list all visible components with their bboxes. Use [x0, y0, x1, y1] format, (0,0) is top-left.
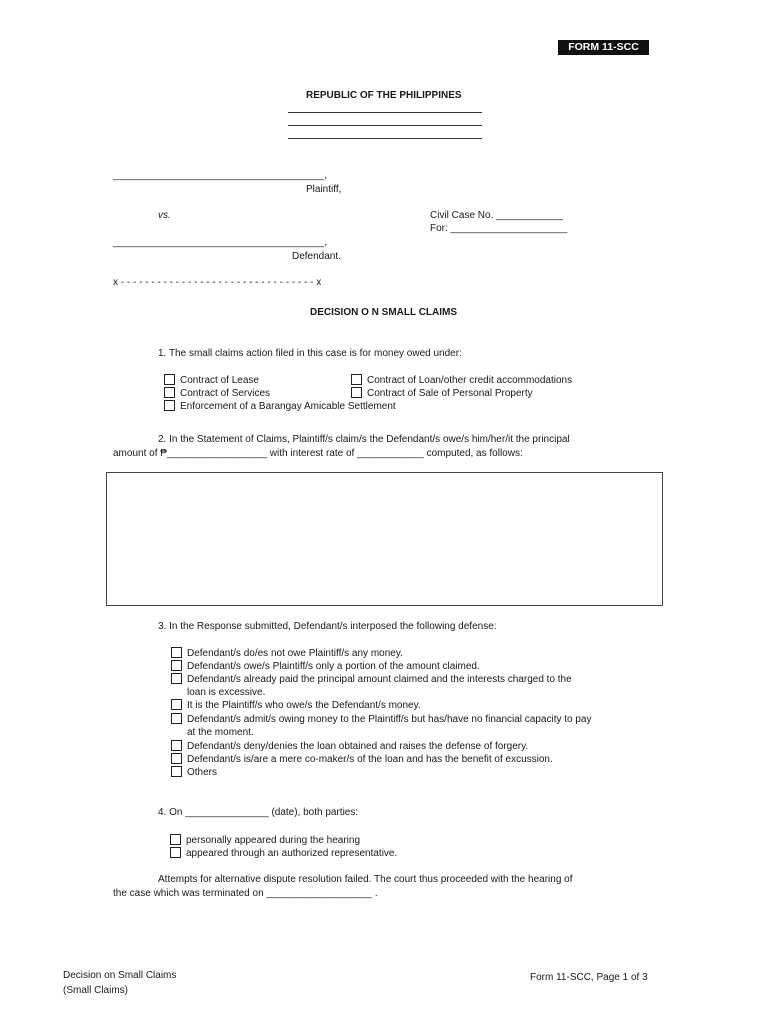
- court-line-1[interactable]: [288, 112, 482, 113]
- computation-text-box[interactable]: [106, 472, 663, 606]
- section-2-line-1: 2. In the Statement of Claims, Plaintiff/s claim/s the Defendant/s owe/s him/her/it the principal: [158, 434, 570, 445]
- checkbox[interactable]: [351, 387, 362, 398]
- defense-already-paid[interactable]: Defendant/s already paid the principal amount claimed and the interests charged to the: [171, 673, 572, 686]
- option-contract-of-loan[interactable]: Contract of Loan/other credit accommodations: [351, 374, 572, 387]
- civil-case-number-field[interactable]: Civil Case No. ____________: [430, 210, 563, 221]
- checkbox[interactable]: [171, 660, 182, 671]
- option-contract-of-sale[interactable]: Contract of Sale of Personal Property: [351, 387, 533, 400]
- section-4-text[interactable]: 4. On _______________ (date), both parties:: [158, 807, 359, 818]
- checkbox[interactable]: [164, 387, 175, 398]
- document-title: DECISION O N SMALL CLAIMS: [310, 307, 458, 318]
- defense-no-capacity-cont: at the moment.: [187, 727, 254, 738]
- court-line-2[interactable]: [288, 125, 482, 126]
- footer-page-number: Form 11-SCC, Page 1 of 3: [530, 972, 648, 983]
- case-for-field[interactable]: For: _____________________: [430, 223, 568, 234]
- republic-heading: REPUBLIC OF THE PHILIPPINES: [306, 90, 462, 101]
- defense-already-paid-cont: loan is excessive.: [187, 687, 266, 698]
- option-contract-of-lease[interactable]: Contract of Lease: [164, 374, 259, 387]
- caption-separator: x - - - - - - - - - - - - - - - - - - - - - - - - - - - - - - - - x: [113, 277, 322, 288]
- checkbox[interactable]: [171, 673, 182, 684]
- appearance-personal[interactable]: personally appeared during the hearing: [170, 834, 360, 847]
- checkbox[interactable]: [171, 740, 182, 751]
- section-3-text: 3. In the Response submitted, Defendant/s interposed the following defense:: [158, 621, 497, 632]
- closing-line-2[interactable]: the case which was terminated on ___________________ .: [113, 888, 378, 899]
- defense-co-maker[interactable]: Defendant/s is/are a mere co-maker/s of the loan and has the benefit of excussion.: [171, 753, 553, 766]
- footer-document-name: Decision on Small Claims: [63, 970, 177, 981]
- section-2-line-2[interactable]: amount of ₱__________________ with interest rate of ____________ computed, as follows:: [113, 448, 523, 459]
- defense-no-capacity[interactable]: Defendant/s admit/s owing money to the Plaintiff/s but has/have no financial capacity to pay: [171, 713, 592, 726]
- defense-plaintiff-owes[interactable]: It is the Plaintiff/s who owe/s the Defendant/s money.: [171, 699, 421, 712]
- option-barangay-settlement[interactable]: Enforcement of a Barangay Amicable Settlement: [164, 400, 396, 413]
- checkbox[interactable]: [170, 847, 181, 858]
- option-contract-of-services[interactable]: Contract of Services: [164, 387, 270, 400]
- appearance-representative[interactable]: appeared through an authorized representative.: [170, 847, 397, 860]
- footer-document-category: (Small Claims): [63, 985, 128, 996]
- defense-partial-amount[interactable]: Defendant/s owe/s Plaintiff/s only a portion of the amount claimed.: [171, 660, 480, 673]
- form-number-badge: FORM 11-SCC: [558, 40, 649, 55]
- checkbox[interactable]: [171, 713, 182, 724]
- court-line-3[interactable]: [288, 138, 482, 139]
- defense-others[interactable]: Others: [171, 766, 217, 779]
- checkbox[interactable]: [171, 699, 182, 710]
- defendant-name-field[interactable]: ______________________________________,: [113, 237, 328, 248]
- checkbox[interactable]: [164, 374, 175, 385]
- checkbox[interactable]: [171, 766, 182, 777]
- checkbox[interactable]: [171, 647, 182, 658]
- checkbox[interactable]: [164, 400, 175, 411]
- plaintiff-name-field[interactable]: ______________________________________,: [113, 170, 328, 181]
- plaintiff-label: Plaintiff,: [306, 184, 342, 195]
- defense-no-debt[interactable]: Defendant/s do/es not owe Plaintiff/s any money.: [171, 647, 403, 660]
- versus-label: vs.: [158, 210, 171, 221]
- defendant-label: Defendant.: [292, 251, 341, 262]
- closing-line-1: Attempts for alternative dispute resolution failed. The court thus proceeded with the hearing of: [158, 874, 573, 885]
- checkbox[interactable]: [170, 834, 181, 845]
- checkbox[interactable]: [171, 753, 182, 764]
- section-1-text: 1. The small claims action filed in this case is for money owed under:: [158, 348, 462, 359]
- checkbox[interactable]: [351, 374, 362, 385]
- defense-forgery[interactable]: Defendant/s deny/denies the loan obtained and raises the defense of forgery.: [171, 740, 528, 753]
